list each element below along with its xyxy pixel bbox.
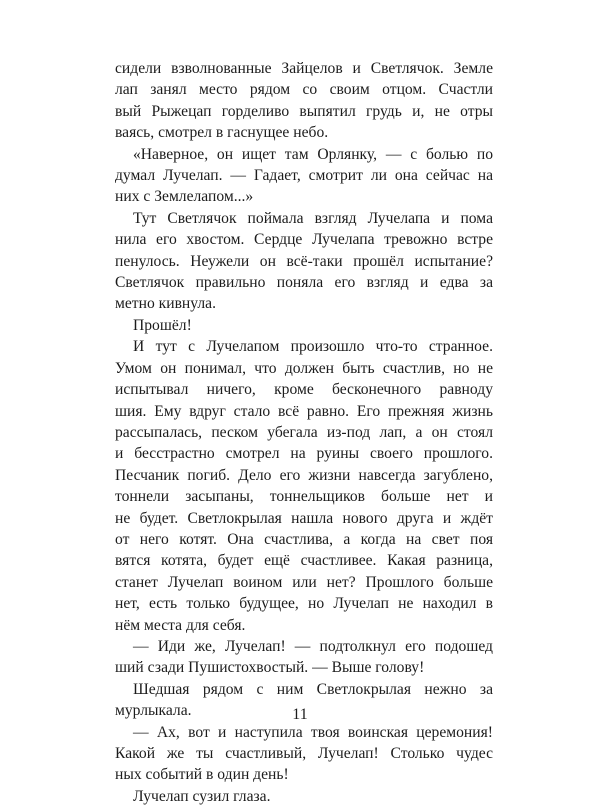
- text-line: Лучелап сузил глаза.: [133, 787, 271, 805]
- text-line: тоннели засыпаны, тоннельщиков больше нет и: [115, 488, 493, 506]
- text-line: нила его хвостом. Сердце Лучелапа тревожно встре: [115, 231, 493, 249]
- text-line: — Ах, вот и наступила твоя воинская церемония!: [133, 723, 493, 741]
- text-line: не будет. Светлокрылая нашла нового друга и ждёт: [115, 509, 493, 527]
- text-line: ваясь, смотрел в гаснущее небо.: [115, 124, 329, 142]
- text-line: Светлячок правильно поняла его взгляд и едва за: [115, 274, 493, 292]
- text-line: ных событий в один день!: [115, 766, 289, 784]
- text-line: вятся котята, будет ещё счастливее. Какая разница,: [115, 552, 493, 570]
- text-line: Прошёл!: [133, 316, 192, 334]
- body-text: [115, 58, 493, 807]
- text-line: лап занял место рядом со своим отцом. Счастли: [115, 81, 493, 99]
- text-line: рассыпалась, песком убегала из-под лап, а он стоял: [115, 423, 493, 441]
- text-line: мурлыкала.: [115, 702, 192, 720]
- text-line: И тут с Лучелапом произошло что-то странное.: [133, 338, 493, 356]
- text-line: ший сзади Пушистохвостый. — Выше голову!: [115, 659, 425, 677]
- text-line: испытывал ничего, кроме бесконечного равноду: [115, 381, 493, 399]
- text-line: от него котят. Она счастлива, а когда на свет поя: [115, 530, 493, 548]
- text-line: «Наверное, он ищет там Орлянку, — с болью по: [133, 145, 493, 163]
- text-line: метно кивнула.: [115, 295, 216, 313]
- text-line: и бесстрастно смотрел на руины своего прошлого.: [115, 445, 493, 463]
- text-line: — Иди же, Лучелап! — подтолкнул его подошед: [133, 637, 493, 655]
- text-line: Тут Светлячок поймала взгляд Лучелапа и пома: [133, 209, 493, 227]
- text-line: станет Лучелап воином или нет? Прошлого больше: [115, 573, 493, 591]
- text-line: сидели взволнованные Зайцелов и Светлячок. Земле: [115, 60, 493, 77]
- text-line: вый Рыжецап горделиво выпятил грудь и, не отры: [115, 102, 493, 120]
- text-line: шия. Ему вдруг стало всё равно. Его прежняя жизнь: [115, 402, 493, 420]
- text-line: Шедшая рядом с ним Светлокрылая нежно за: [133, 680, 493, 698]
- text-line: Умом он понимал, что должен быть счастлив, но не: [115, 359, 493, 377]
- text-line: думал Лучелап. — Гадает, смотрит ли она сейчас на: [115, 167, 493, 185]
- text-line: них с Землелапом...»: [115, 188, 254, 206]
- text-line: нём места для себя.: [115, 616, 246, 634]
- text-line: пенулось. Неужели он всё-таки прошёл испытание?: [115, 252, 493, 270]
- text-line: Песчаник погиб. Дело его жизни навсегда загублено,: [115, 466, 493, 484]
- text-line: Какой же ты счастливый, Лучелап! Столько чудес: [115, 745, 493, 762]
- page-number: 11: [292, 706, 308, 723]
- text-line: нет, есть только будущее, но Лучелап не находил в: [115, 595, 493, 613]
